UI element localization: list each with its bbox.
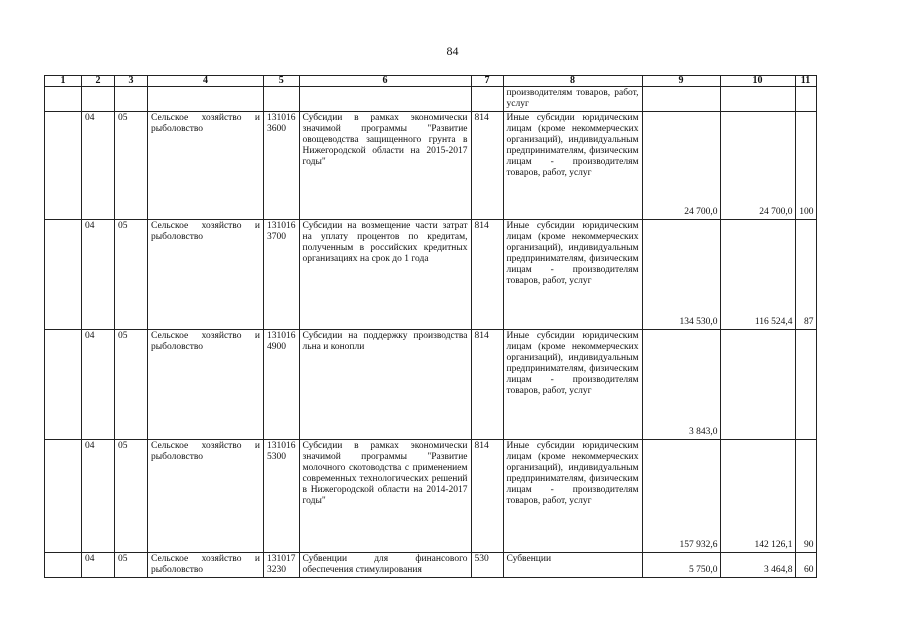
name-cell: Сельское хозяйство и рыболовство [148, 440, 264, 553]
name-cell: Сельское хозяйство и рыболовство [148, 330, 264, 440]
percent-cell [795, 330, 816, 440]
column-header: 10 [720, 76, 795, 87]
subsection-cell: 05 [115, 220, 148, 330]
section-cell: 04 [82, 112, 115, 220]
subsection-cell: 05 [115, 440, 148, 553]
kvr-cell: 814 [471, 440, 503, 553]
name-cell: Сельское хозяйство и рыболовство [148, 220, 264, 330]
plan-cell: 24 700,0 [642, 112, 720, 220]
header-row [45, 76, 817, 87]
plan-cell: 157 932,6 [642, 440, 720, 553]
fact-cell: 116 524,4 [720, 220, 795, 330]
percent-cell: 87 [795, 220, 816, 330]
purpose-cell: Субсидии на поддержку производства льна и конопли [299, 330, 471, 440]
column-header: 11 [795, 76, 816, 87]
percent-cell: 60 [795, 553, 816, 578]
fact-cell: 24 700,0 [720, 112, 795, 220]
table-row [45, 220, 817, 330]
purpose-cell: Субвенции для финансового обеспечения стимулирования [299, 553, 471, 578]
recipients-cell: Иные субсидии юридическим лицам (кроме некоммерческих организаций), индивидуальным предпринимателям, физическим лицам - производителям товаров, работ, услуг [503, 440, 642, 553]
page-number: 84 [446, 44, 459, 58]
recipients-cell: Иные субсидии юридическим лицам (кроме некоммерческих организаций), индивидуальным предпринимателям, физическим лицам - производителям товаров, работ, услуг [503, 220, 642, 330]
column-header: 7 [471, 76, 503, 87]
column-header: 2 [82, 76, 115, 87]
column-header: 9 [642, 76, 720, 87]
table-row [45, 330, 817, 440]
subsection-cell: 05 [115, 553, 148, 578]
kvr-cell: 530 [471, 553, 503, 578]
section-cell: 04 [82, 553, 115, 578]
column-header: 4 [148, 76, 264, 87]
column-header: 8 [503, 76, 642, 87]
plan-cell: 3 843,0 [642, 330, 720, 440]
column-header: 1 [45, 76, 82, 87]
section-cell: 04 [82, 220, 115, 330]
code-cell: 131016 3700 [264, 220, 300, 330]
plan-cell: 134 530,0 [642, 220, 720, 330]
purpose-cell: Субсидии на возмещение части затрат на уплату процентов по кредитам, полученным в российских кредитных организациях на срок до 1 года [299, 220, 471, 330]
purpose-cell: Субсидии в рамках экономически значимой программы "Развитие овощеводства защищенного грунта в Нижегородской области на 2015-2017 годы" [299, 112, 471, 220]
recipients-cell: Иные субсидии юридическим лицам (кроме некоммерческих организаций), индивидуальным предпринимателям, физическим лицам - производителям товаров, работ, услуг [503, 112, 642, 220]
code-cell: 131017 3230 [264, 553, 300, 578]
plan-cell: 5 750,0 [642, 553, 720, 578]
name-cell: Сельское хозяйство и рыболовство [148, 553, 264, 578]
subsection-cell: 05 [115, 330, 148, 440]
fact-cell: 3 464,8 [720, 553, 795, 578]
section-cell: 04 [82, 440, 115, 553]
table-row [45, 112, 817, 220]
table-row [45, 440, 817, 553]
column-header: 6 [299, 76, 471, 87]
code-cell: 131016 4900 [264, 330, 300, 440]
subsection-cell: 05 [115, 112, 148, 220]
percent-cell: 90 [795, 440, 816, 553]
recipients-cell: производителям товаров, работ, услуг [503, 87, 642, 112]
section-cell: 04 [82, 330, 115, 440]
fact-cell [720, 330, 795, 440]
code-cell: 131016 5300 [264, 440, 300, 553]
fact-cell: 142 126,1 [720, 440, 795, 553]
code-cell: 131016 3600 [264, 112, 300, 220]
kvr-cell: 814 [471, 220, 503, 330]
kvr-cell: 814 [471, 330, 503, 440]
column-header: 5 [264, 76, 300, 87]
percent-cell: 100 [795, 112, 816, 220]
purpose-cell: Субсидии в рамках экономически значимой программы "Развитие молочного скотоводства с применением современных технологических решений в Нижегородской области на 2014-2017 годы" [299, 440, 471, 553]
table-row [45, 553, 817, 578]
recipients-cell: Субвенции [503, 553, 642, 578]
column-header: 3 [115, 76, 148, 87]
name-cell: Сельское хозяйство и рыболовство [148, 112, 264, 220]
kvr-cell: 814 [471, 112, 503, 220]
recipients-cell: Иные субсидии юридическим лицам (кроме некоммерческих организаций), индивидуальным предпринимателям, физическим лицам - производителям товаров, работ, услуг [503, 330, 642, 440]
continuation-row [45, 87, 817, 112]
budget-table [44, 75, 817, 578]
